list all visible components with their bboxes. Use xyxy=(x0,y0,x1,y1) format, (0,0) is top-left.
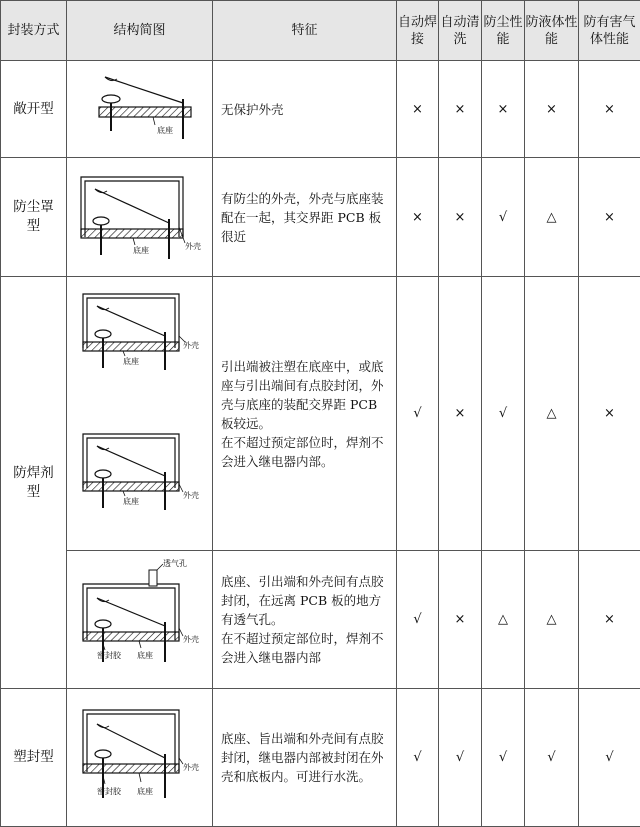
mark-dustproof: √ xyxy=(482,277,525,551)
header-row xyxy=(1,1,640,61)
label-base: 底座 xyxy=(156,126,173,135)
table-row xyxy=(1,158,640,277)
mark-auto-solder: × xyxy=(397,61,439,158)
label-base: 底座 xyxy=(136,786,153,796)
mark-auto-solder: √ xyxy=(397,277,439,551)
mark-dustproof: △ xyxy=(482,551,525,689)
mark-dustproof: √ xyxy=(482,689,525,827)
mark-dustproof: √ xyxy=(482,158,525,277)
header-auto-clean: 自动清洗 xyxy=(439,1,482,61)
mark-liquidproof: √ xyxy=(525,689,579,827)
header-liquidproof: 防液体性能 xyxy=(525,1,579,61)
label-sealant: 密封胶 xyxy=(96,650,121,660)
header-packaging: 封装方式 xyxy=(1,1,67,61)
header-gasproof: 防有害气体性能 xyxy=(579,1,640,61)
header-feature: 特征 xyxy=(213,1,397,61)
feature-text: 有防尘的外壳，外壳与底座装配在一起，其交界距 PCB 板很近 xyxy=(213,158,397,277)
table-row xyxy=(1,689,640,827)
packaging-type: 防焊剂型 xyxy=(1,277,67,689)
mark-gasproof: × xyxy=(579,61,640,158)
header-diagram: 结构简图 xyxy=(67,1,213,61)
packaging-type: 敞开型 xyxy=(1,61,67,158)
mark-liquidproof: △ xyxy=(525,551,579,689)
label-shell: 外壳 xyxy=(182,340,199,350)
table-row xyxy=(1,61,640,158)
mark-gasproof: × xyxy=(579,277,640,551)
mark-auto-solder: × xyxy=(397,158,439,277)
mark-gasproof: × xyxy=(579,158,640,277)
mark-auto-solder: √ xyxy=(397,551,439,689)
structure-diagram xyxy=(67,551,213,689)
label-sealant: 密封胶 xyxy=(96,786,121,796)
mark-auto-clean: × xyxy=(439,158,482,277)
label-vent: 透气孔 xyxy=(162,558,187,568)
mark-dustproof: × xyxy=(482,61,525,158)
label-shell: 外壳 xyxy=(182,490,199,500)
mark-liquidproof: × xyxy=(525,61,579,158)
structure-diagram xyxy=(67,689,213,827)
feature-text: 引出端被注塑在底座中，或底座与引出端间有点胶封闭，外壳与底座的装配交界距 PCB 板较远。 在不超过预定部位时，焊剂不会进入继电器内部。 xyxy=(213,277,397,551)
structure-diagram xyxy=(67,277,213,551)
mark-auto-clean: × xyxy=(439,277,482,551)
header-dustproof: 防尘性能 xyxy=(482,1,525,61)
label-base: 底座 xyxy=(132,246,149,255)
mark-liquidproof: △ xyxy=(525,277,579,551)
label-base: 底座 xyxy=(136,650,153,660)
feature-text: 无保护外壳 xyxy=(213,61,397,158)
feature-text: 底座、引出端和外壳间有点胶封闭，在远离 PCB 板的地方有透气孔。 在不超过预定部位时，焊剂不会进入继电器内部 xyxy=(213,551,397,689)
packaging-type: 防尘罩型 xyxy=(1,158,67,277)
label-shell: 外壳 xyxy=(184,242,201,251)
mark-liquidproof: △ xyxy=(525,158,579,277)
mark-auto-clean: × xyxy=(439,551,482,689)
table-row xyxy=(1,277,640,551)
header-auto-solder: 自动焊接 xyxy=(397,1,439,61)
label-base: 底座 xyxy=(122,356,139,366)
packaging-type: 塑封型 xyxy=(1,689,67,827)
table-row xyxy=(1,551,640,689)
label-shell: 外壳 xyxy=(182,634,199,644)
label-base: 底座 xyxy=(122,496,139,506)
feature-text: 底座、旨出端和外壳间有点胶封闭，继电器内部被封闭在外壳和底板内。可进行水洗。 xyxy=(213,689,397,827)
label-shell: 外壳 xyxy=(182,762,199,772)
structure-diagram xyxy=(67,158,213,277)
structure-diagram xyxy=(67,61,213,158)
mark-auto-clean: √ xyxy=(439,689,482,827)
mark-auto-solder: √ xyxy=(397,689,439,827)
mark-gasproof: √ xyxy=(579,689,640,827)
mark-gasproof: × xyxy=(579,551,640,689)
mark-auto-clean: × xyxy=(439,61,482,158)
